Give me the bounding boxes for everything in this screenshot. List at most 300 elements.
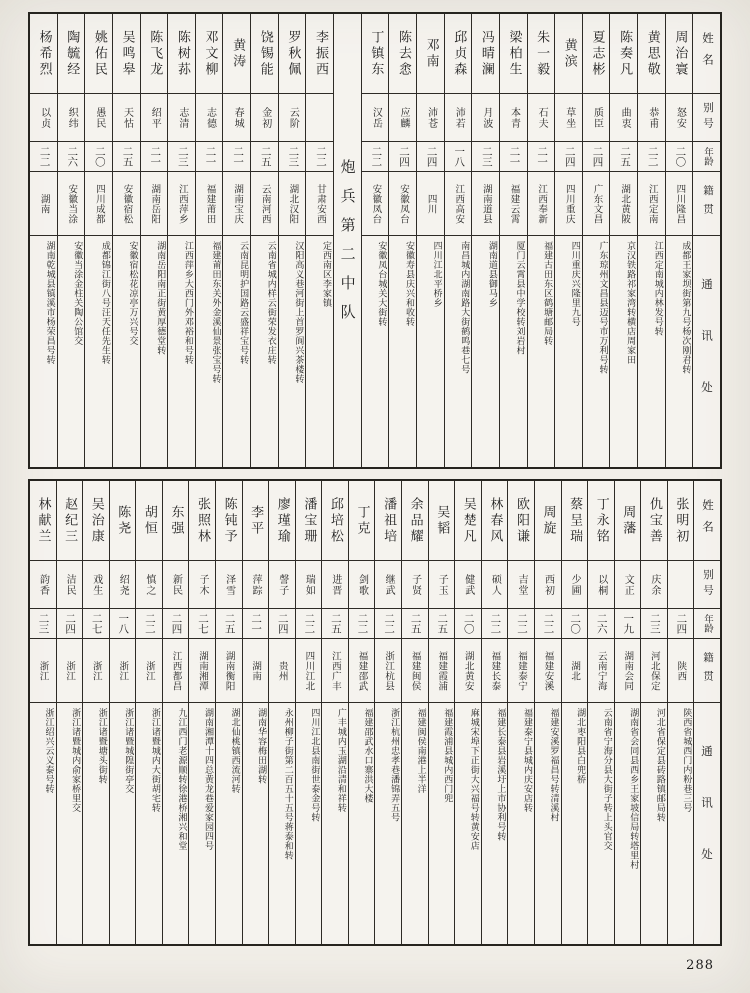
- entry-alias: 洁民: [57, 561, 83, 609]
- entry-alias: 吉堂: [508, 561, 534, 609]
- entry-native: 四川成都: [85, 172, 112, 236]
- entry-age: 二四: [389, 142, 416, 172]
- entry-alias: 怒安: [666, 94, 693, 142]
- entry-address: 湖南乾城县镇溪市杨荣昌号转: [44, 241, 55, 365]
- entry-address: 江西定南城内林发号转: [652, 241, 663, 336]
- entry-name: 蔡呈瑞: [562, 481, 588, 561]
- entry-native: 湖北黄安: [455, 639, 481, 703]
- entry-native: 浙江: [110, 639, 136, 703]
- entry-name: 黄思敬: [638, 14, 665, 94]
- entry-alias: 健武: [455, 561, 481, 609]
- entry-alias: [668, 561, 694, 609]
- entry-alias: 子玉: [429, 561, 455, 609]
- header-label-address: 通讯处: [700, 745, 714, 900]
- entry-name: 周旋: [535, 481, 561, 561]
- entry-column: [454, 481, 481, 944]
- entry-alias: 曲衷: [610, 94, 637, 142]
- entry-age: 二〇: [85, 142, 112, 172]
- entry-native: 湖南宝庆: [223, 172, 250, 236]
- page-number: 288: [686, 958, 714, 973]
- entry-address: 广丰城内玉湖沿清和祥转: [335, 708, 346, 813]
- entry-age: 二〇: [562, 609, 588, 639]
- entry-address: 安徽宿松花凉亭万兴号交: [127, 241, 138, 346]
- entry-address: 定西南区李家镇: [321, 241, 332, 308]
- entry-name: 陈去悆: [389, 14, 416, 94]
- entry-column: [30, 14, 57, 467]
- entry-age: 二二: [136, 609, 162, 639]
- entry-native: 湖北黄陂: [610, 172, 637, 236]
- entry-native: 湖南岳阳: [141, 172, 168, 236]
- entry-alias: 韵香: [30, 561, 56, 609]
- entry-native: 江西奉新: [528, 172, 555, 236]
- entry-name: 廖瑾瑜: [269, 481, 295, 561]
- entry-alias: 志清: [168, 94, 195, 142]
- entry-age: 二二: [30, 142, 57, 172]
- entry-address: 安徽凤台城关大街转: [376, 241, 387, 327]
- entry-column: [534, 481, 561, 944]
- entry-native: 甘肃安西: [306, 172, 333, 236]
- entry-name: 仇宝善: [641, 481, 667, 561]
- entry-name: 胡恒: [136, 481, 162, 561]
- header-label-alias: 别号: [693, 94, 720, 142]
- entry-age: 二二: [482, 609, 508, 639]
- entry-column: [162, 481, 189, 944]
- entry-column: [295, 481, 322, 944]
- header-label-alias: 别号: [694, 561, 720, 609]
- entry-age: 二一: [223, 142, 250, 172]
- entry-age: 二四: [163, 609, 189, 639]
- entry-name: 冯晴澜: [472, 14, 499, 94]
- entry-age: 二〇: [666, 142, 693, 172]
- entry-name: 吴鸣皋: [113, 14, 140, 94]
- entry-name: 邓南: [417, 14, 444, 94]
- entry-alias: [306, 94, 333, 142]
- entry-address: 湖南湘潭十四总黄龙巷爱家园四号: [203, 708, 214, 851]
- entry-alias: 新民: [163, 561, 189, 609]
- header-label-name: 姓名: [693, 14, 720, 94]
- entry-native: 江西高安: [445, 172, 472, 236]
- entry-address: 湖南道县御马乡: [486, 241, 497, 308]
- entry-age: 二二: [296, 609, 322, 639]
- entry-name: 吴楚凡: [455, 481, 481, 561]
- entry-native: 安徽当涂: [58, 172, 85, 236]
- entry-age: 一九: [615, 609, 641, 639]
- entry-address: 南昌城内湖南路大街鹤鸣巷七号: [459, 241, 470, 374]
- entry-column: [401, 481, 428, 944]
- header-column: [692, 14, 720, 467]
- entry-alias: 硕人: [482, 561, 508, 609]
- entry-native: 四川重庆: [555, 172, 582, 236]
- entry-name: 陈飞龙: [141, 14, 168, 94]
- entry-address: 浙江诸暨城内俞家桥里交: [70, 708, 81, 813]
- entry-column: [242, 481, 269, 944]
- entry-age: 二一: [500, 142, 527, 172]
- entry-name: 饶锡能: [251, 14, 278, 94]
- entry-column: [582, 14, 610, 467]
- entry-native: 贵州: [269, 639, 295, 703]
- entry-age: 二三: [472, 142, 499, 172]
- entry-address: 福建古田东区鹤塘邮局转: [542, 241, 553, 346]
- entry-alias: 质臣: [583, 94, 610, 142]
- entry-column: [278, 14, 306, 467]
- entry-alias: 愚民: [85, 94, 112, 142]
- entry-alias: 慎之: [136, 561, 162, 609]
- entry-native: 湖南衡阳: [216, 639, 242, 703]
- entry-address: 永州柳子街第二百五十五号蒋泰和转: [282, 708, 293, 860]
- roster-table-bottom: [28, 479, 722, 946]
- entry-name: 赵纪三: [57, 481, 83, 561]
- entry-native: 湖南会同: [615, 639, 641, 703]
- entry-native: 江西广丰: [322, 639, 348, 703]
- entry-age: 二二: [638, 142, 665, 172]
- entry-column: [57, 14, 85, 467]
- squadron-title: 炮兵第二中队: [333, 14, 361, 467]
- entry-alias: 戏生: [83, 561, 109, 609]
- entry-native: 云南河西: [251, 172, 278, 236]
- entry-column: [374, 481, 401, 944]
- entry-age: 二〇: [455, 609, 481, 639]
- entry-column: [112, 14, 140, 467]
- entry-native: 福建霞浦: [429, 639, 455, 703]
- entry-native: 云南宁海: [588, 639, 614, 703]
- entry-address: 湖南省会同县西乡王家坡信局转塔里村: [628, 708, 639, 870]
- entry-age: 二一: [243, 609, 269, 639]
- entry-address: 云南省宁海分县大街子转上头官交: [601, 708, 612, 851]
- entry-name: 丁镇东: [362, 14, 389, 94]
- entry-address: 福建泰宁县城内庆安店转: [521, 708, 532, 813]
- entry-address: 福建安溪罗福昌号转清溪村: [548, 708, 559, 822]
- entry-native: 湖北汉阳: [279, 172, 306, 236]
- entry-column: [637, 14, 665, 467]
- entry-name: 陈尧: [110, 481, 136, 561]
- entry-age: 二五: [113, 142, 140, 172]
- entry-age: 二一: [141, 142, 168, 172]
- entry-alias: 春城: [223, 94, 250, 142]
- entry-alias: 草坐: [555, 94, 582, 142]
- entry-column: [481, 481, 508, 944]
- entry-native: 广东文昌: [583, 172, 610, 236]
- entry-address: 陕西省城西门内粉巷三号: [681, 708, 692, 813]
- entry-age: 二二: [349, 609, 375, 639]
- entry-column: [109, 481, 136, 944]
- entry-column: [561, 481, 588, 944]
- entry-native: 福建长泰: [482, 639, 508, 703]
- entry-age: 二四: [583, 142, 610, 172]
- entry-column: [471, 14, 499, 467]
- entry-alias: 子木: [189, 561, 215, 609]
- entry-alias: 织纬: [58, 94, 85, 142]
- entry-native: 安徽凤台: [362, 172, 389, 236]
- entry-address: 浙江诸暨城内大街胡宅转: [149, 708, 160, 813]
- entry-column: [667, 481, 694, 944]
- entry-native: 福建安溪: [535, 639, 561, 703]
- entry-native: 陕西: [668, 639, 694, 703]
- entry-column: [56, 481, 83, 944]
- entry-column: [250, 14, 278, 467]
- entry-name: 陈奏凡: [610, 14, 637, 94]
- entry-native: 安徽凤台: [389, 172, 416, 236]
- entry-column: [82, 481, 109, 944]
- entry-age: 二三: [279, 142, 306, 172]
- entry-age: 二一: [196, 142, 223, 172]
- entry-name: 周藩: [615, 481, 641, 561]
- entry-age: 二二: [362, 142, 389, 172]
- entry-age: 二三: [168, 142, 195, 172]
- entry-native: 江西萍乡: [168, 172, 195, 236]
- roster-tables: [28, 12, 722, 946]
- entry-age: 二四: [57, 609, 83, 639]
- entry-name: 潘宝珊: [296, 481, 322, 561]
- header-label-native: 籍贯: [694, 639, 720, 703]
- entry-alias: 剑歌: [349, 561, 375, 609]
- entry-name: 李振西: [306, 14, 333, 94]
- entry-age: 二五: [402, 609, 428, 639]
- entry-address: 福建莆田东关外金溪仙景张宝号转: [210, 241, 221, 384]
- entry-native: 湖南湘潭: [189, 639, 215, 703]
- entry-column: [640, 481, 667, 944]
- entry-column: [215, 481, 242, 944]
- entry-address: 浙江诸暨城隍街亭交: [123, 708, 134, 794]
- entry-name: 邱贞森: [445, 14, 472, 94]
- entry-address: 广东琼州文昌县迈号市万利号转: [597, 241, 608, 374]
- entry-address: 湖北仙桃镇西流河转: [229, 708, 240, 794]
- entry-native: 四川江北: [296, 639, 322, 703]
- entry-address: 四川江北平桥乡: [431, 241, 442, 308]
- entry-age: 二二: [306, 142, 333, 172]
- header-label-age: 年龄: [693, 142, 720, 172]
- entry-age: 二二: [375, 609, 401, 639]
- entry-address: 河北省保定县砖路镇邮局转: [654, 708, 665, 822]
- entry-alias: 继武: [375, 561, 401, 609]
- entry-native: 湖南道县: [472, 172, 499, 236]
- entry-name: 朱一毅: [528, 14, 555, 94]
- entry-name: 林春风: [482, 481, 508, 561]
- entry-age: 二二: [535, 609, 561, 639]
- entry-address: 安徽当涂金柱关陶公馆交: [72, 241, 83, 346]
- entry-name: 罗秋佩: [279, 14, 306, 94]
- entry-column: [609, 14, 637, 467]
- entry-age: 二一: [528, 142, 555, 172]
- entry-column: [428, 481, 455, 944]
- entry-alias: 庆余: [641, 561, 667, 609]
- entry-column: [388, 14, 416, 467]
- entry-native: 浙江杭县: [375, 639, 401, 703]
- entry-column: [84, 14, 112, 467]
- entry-native: 福建莆田: [196, 172, 223, 236]
- entry-age: 二二: [508, 609, 534, 639]
- entry-native: 湖北: [562, 639, 588, 703]
- entry-age: 二六: [58, 142, 85, 172]
- entry-name: 张明初: [668, 481, 694, 561]
- entry-alias: 文正: [615, 561, 641, 609]
- entry-native: 福建云霄: [500, 172, 527, 236]
- header-column: [693, 481, 720, 944]
- entry-name: 姚佑民: [85, 14, 112, 94]
- entry-address: 云南昆明护国路云盛祥宝号转: [238, 241, 249, 365]
- header-label-native: 籍贯: [693, 172, 720, 236]
- entry-alias: 进晋: [322, 561, 348, 609]
- entry-alias: 西初: [535, 561, 561, 609]
- entry-column: [268, 481, 295, 944]
- entry-address: 福建霞浦县城内西门兜: [442, 708, 453, 803]
- entry-column: [305, 14, 333, 467]
- entry-address: 福建长泰县岩溪圩上市协利号转: [495, 708, 506, 841]
- entry-column: [416, 14, 444, 467]
- entry-column: [348, 481, 375, 944]
- entry-age: 二五: [610, 142, 637, 172]
- entry-age: 二七: [189, 609, 215, 639]
- entry-age: 二四: [417, 142, 444, 172]
- entry-name: 邱培松: [322, 481, 348, 561]
- entry-alias: 汉岳: [362, 94, 389, 142]
- entry-name: 东强: [163, 481, 189, 561]
- entry-address: 成都锦江街八号汪天任先生转: [99, 241, 110, 365]
- entry-column: [135, 481, 162, 944]
- entry-alias: 石夫: [528, 94, 555, 142]
- entry-address: 湖南华容梅田湖转: [256, 708, 267, 784]
- entry-native: 浙江: [57, 639, 83, 703]
- entry-address: 江西萍乡大西门外邓裕和号转: [182, 241, 193, 365]
- entry-age: 二四: [269, 609, 295, 639]
- entry-name: 夏志彬: [583, 14, 610, 94]
- entry-name: 欧阳谦: [508, 481, 534, 561]
- entry-native: 河北保定: [641, 639, 667, 703]
- entry-native: 江西定南: [638, 172, 665, 236]
- entry-name: 梁柏生: [500, 14, 527, 94]
- entry-alias: 沛若: [445, 94, 472, 142]
- entry-age: 二三: [30, 609, 56, 639]
- entry-alias: 謦子: [269, 561, 295, 609]
- entry-native: 安徽宿松: [113, 172, 140, 236]
- entry-address: 四川江北县南街世泰金号转: [309, 708, 320, 822]
- entry-alias: 天怙: [113, 94, 140, 142]
- entry-name: 陶毓经: [58, 14, 85, 94]
- entry-name: 黄滨: [555, 14, 582, 94]
- entry-column: [195, 14, 223, 467]
- entry-alias: 志德: [196, 94, 223, 142]
- entry-age: 二四: [668, 609, 694, 639]
- entry-address: 福建闽侯南港上半洋: [415, 708, 426, 794]
- roster-table-top: [28, 12, 722, 469]
- entry-address: 成都王家坝街第九号杨次刚君转: [680, 241, 691, 374]
- entry-address: 浙江绍兴云义泰号转: [43, 708, 54, 794]
- entry-name: 丁永铭: [588, 481, 614, 561]
- entry-native: 福建闽侯: [402, 639, 428, 703]
- entry-name: 周治寰: [666, 14, 693, 94]
- entry-column: [30, 481, 56, 944]
- entry-name: 邓文柳: [196, 14, 223, 94]
- entry-name: 黄涛: [223, 14, 250, 94]
- entry-column: [222, 14, 250, 467]
- entry-column: [188, 481, 215, 944]
- entry-name: 李平: [243, 481, 269, 561]
- entry-age: 二五: [429, 609, 455, 639]
- entry-alias: 以贞: [30, 94, 57, 142]
- entry-alias: 云阶: [279, 94, 306, 142]
- entry-address: 麻城宋埠下正街大兴福号转黄安店: [468, 708, 479, 851]
- entry-alias: 瑞如: [296, 561, 322, 609]
- entry-age: 二七: [83, 609, 109, 639]
- entry-native: 浙江: [83, 639, 109, 703]
- header-label-name: 姓名: [694, 481, 720, 561]
- entry-native: 福建邵武: [349, 639, 375, 703]
- entry-name: 林献兰: [30, 481, 56, 561]
- entry-name: 吴治康: [83, 481, 109, 561]
- entry-alias: 本青: [500, 94, 527, 142]
- entry-alias: 子贤: [402, 561, 428, 609]
- entry-alias: 以桐: [588, 561, 614, 609]
- entry-alias: 少圃: [562, 561, 588, 609]
- entry-name: 余品耀: [402, 481, 428, 561]
- entry-native: 浙江: [136, 639, 162, 703]
- entry-address: 云南省城内样云街荣发衣庄转: [265, 241, 276, 365]
- entry-address: 九江西门老源顺转徐港桥湘兴和堂: [176, 708, 187, 851]
- entry-age: 二五: [322, 609, 348, 639]
- entry-column: [444, 14, 472, 467]
- entry-age: 一八: [110, 609, 136, 639]
- entry-column: [140, 14, 168, 467]
- entry-column: [499, 14, 527, 467]
- entry-column: [587, 481, 614, 944]
- entry-address: 浙江杭州忠孝巷潘锦弄五号: [389, 708, 400, 822]
- entry-age: 二四: [555, 142, 582, 172]
- entry-address: 湖北枣阳县白兜桥: [575, 708, 586, 784]
- entry-name: 张照林: [189, 481, 215, 561]
- entry-column: [665, 14, 693, 467]
- entry-name: 杨希烈: [30, 14, 57, 94]
- entry-native: 江西都昌: [163, 639, 189, 703]
- entry-native: 四川: [417, 172, 444, 236]
- entry-address: 厦门云霄县中学校转刘岩村: [514, 241, 525, 355]
- entry-address: 安徽寿县庆兴和收转: [403, 241, 414, 327]
- entry-address: 湖南岳阳南正街黄厚德堂转: [155, 241, 166, 355]
- entry-address: 汉阳高义巷河街上首罗阆兴茶楼转: [293, 241, 304, 384]
- entry-column: [321, 481, 348, 944]
- entry-alias: 金初: [251, 94, 278, 142]
- entry-name: 丁克: [349, 481, 375, 561]
- entry-native: 湖南: [30, 172, 57, 236]
- entry-alias: 月波: [472, 94, 499, 142]
- entry-column: [554, 14, 582, 467]
- entry-age: 二三: [641, 609, 667, 639]
- entry-age: 二五: [251, 142, 278, 172]
- entry-column: [614, 481, 641, 944]
- entry-native: 福建泰宁: [508, 639, 534, 703]
- entry-name: 陈钝予: [216, 481, 242, 561]
- entry-age: 二六: [588, 609, 614, 639]
- entry-native: 四川隆昌: [666, 172, 693, 236]
- entry-address: 福建邵武水口寨洪大楼: [362, 708, 373, 803]
- entry-native: 湖南: [243, 639, 269, 703]
- entry-alias: 绍尧: [110, 561, 136, 609]
- entry-age: 二五: [216, 609, 242, 639]
- entry-column: [507, 481, 534, 944]
- entry-column: [527, 14, 555, 467]
- entry-alias: 恭甫: [638, 94, 665, 142]
- entry-address: 浙江诸暨塘头街转: [96, 708, 107, 784]
- entry-name: 潘祖培: [375, 481, 401, 561]
- entry-alias: 绍平: [141, 94, 168, 142]
- header-label-age: 年龄: [694, 609, 720, 639]
- entry-name: 吴韬: [429, 481, 455, 561]
- entry-alias: 泽雪: [216, 561, 242, 609]
- entry-native: 浙江: [30, 639, 56, 703]
- entry-address: 京汉铁路祁家湾转横店周家田: [625, 241, 636, 365]
- header-label-address: 通讯处: [700, 278, 714, 433]
- entry-alias: 萍踪: [243, 561, 269, 609]
- entry-column: [167, 14, 195, 467]
- entry-column: [361, 14, 389, 467]
